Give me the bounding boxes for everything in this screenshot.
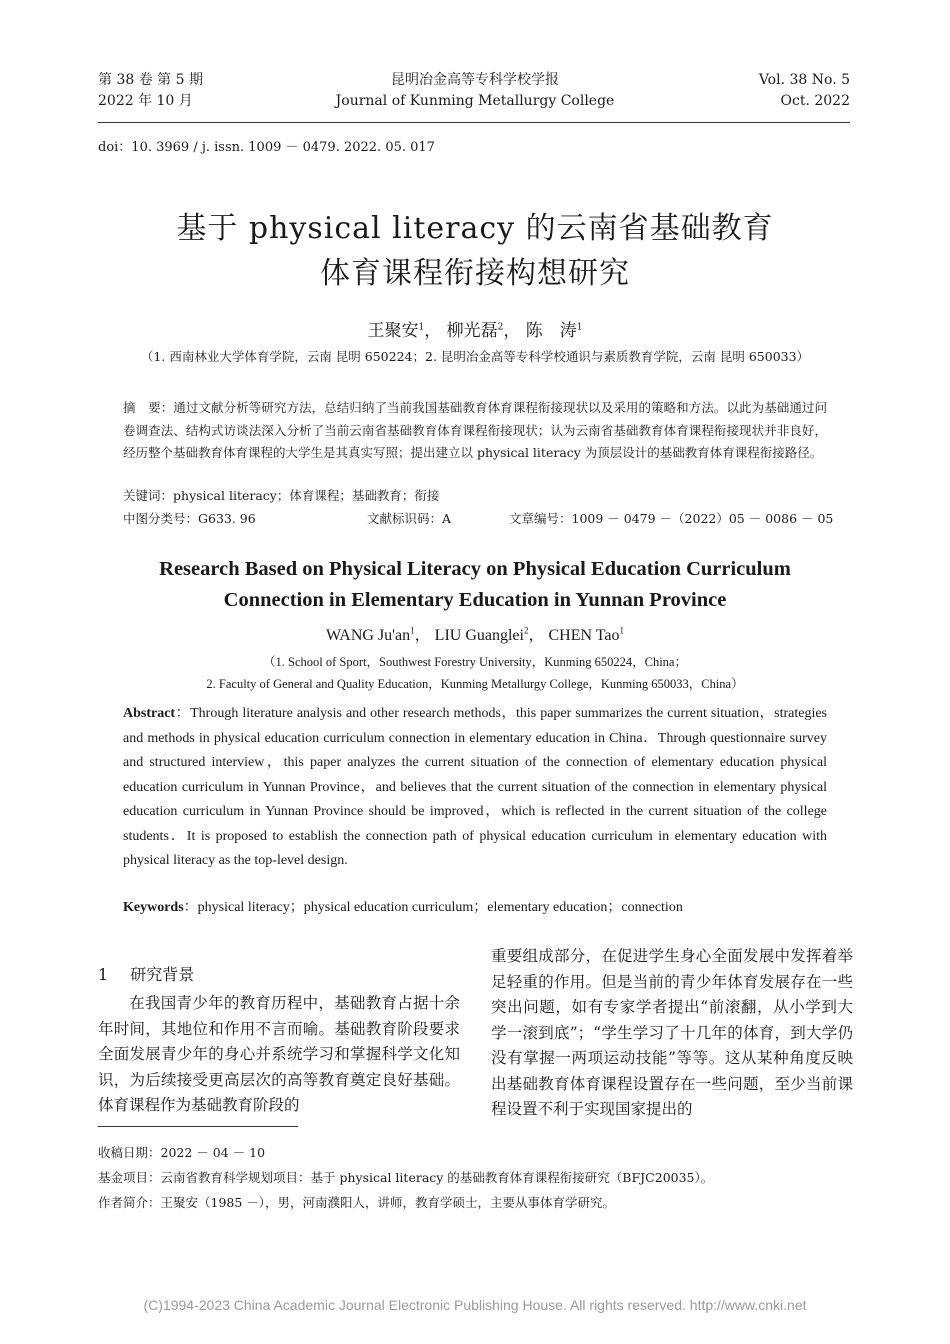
keywords-cn-label: 关键词： [123, 488, 174, 503]
author-separator: ， [503, 321, 521, 341]
affiliation-en-line1: （1. School of Sport，Southwest Forestry University，Kunming 650224，China； [263, 655, 687, 669]
article-number: 文章编号：1009 － 0479 －（2022）05 － 0086 － 05 [509, 511, 834, 526]
author-affil-mark: 1 [410, 625, 415, 636]
author-separator: ， [528, 627, 545, 644]
date-cn: 2022 年 10 月 [98, 93, 193, 109]
author-cn-3 [526, 321, 583, 341]
abstract-cn-text: 通过文献分析等研究方法，总结归纳了当前我国基础教育体育课程衔接现状以及采用的策略和方法。以此为基础通过问卷调查法、结构式访谈法深入分析了当前云南省基础教育体育课程衔接现状；认为云南省基础教育体育课程衔接现状并非良好，经历整个基础教育体育课程的大学生是其真实写照；提出建立以 physical literacy 为顶层设计的基础教育体育课程衔接路径。 [123, 400, 827, 460]
header-right [759, 70, 850, 112]
author-cn-2 [447, 321, 521, 341]
author-affil-mark: 2 [497, 322, 504, 333]
author-affil-mark: 1 [418, 322, 425, 333]
header-rule [98, 122, 850, 123]
footnote-author-bio: 作者简介：王聚安（1985 －），男，河南濮阳人，讲师，教育学硕士，主要从事体育学研究。 [98, 1195, 616, 1210]
abstract-en-label: Abstract [123, 706, 176, 721]
keywords-en [123, 896, 683, 916]
author-name: 王聚安 [367, 321, 419, 341]
author-affil-mark: 2 [523, 625, 529, 636]
keywords-cn [123, 486, 439, 504]
affiliation-en [0, 651, 950, 695]
authors-en [0, 622, 950, 645]
footnote-fund: 基金项目：云南省教育科学规划项目：基于 physical literacy 的基础教育体育课程衔接研究（BFJC20035）。 [98, 1170, 714, 1185]
author-separator: ， [414, 627, 431, 644]
affiliation-cn: （1. 西南林业大学体育学院，云南 昆明 650224；2. 昆明冶金高等专科学校通识与素质教育学院，云南 昆明 650033） [140, 349, 810, 364]
author-name: LIU Guanglei [434, 627, 524, 644]
author-en-3 [549, 627, 625, 644]
body-left-text: 在我国青少年的教育历程中，基础教育占据十余年时间，其地位和作用不言而喻。基础教育阶段要求全面发展青少年的身心并系统学习和掌握科学文化知识，为后续接受更高层次的高等教育奠定良好基础。体育课程作为基础教育阶段的 [98, 994, 460, 1114]
authors-cn [0, 316, 950, 341]
title-cn-line2: 体育课程衔接构想研究 [320, 256, 630, 291]
keywords-en-label: Keywords [123, 900, 184, 915]
author-name: 陈 涛 [525, 321, 577, 341]
copyright-watermark: (C)1994-2023 China Academic Journal Electronic Publishing House. All rights reserved. http://www.cnki.net [143, 1297, 807, 1313]
footnote-received: 收稿日期：2022 － 04 － 10 [98, 1145, 266, 1160]
author-affil-mark: 1 [576, 322, 583, 333]
title-cn-line1: 基于 physical literacy 的云南省基础教育 [176, 211, 774, 246]
section-title: 研究背景 [130, 965, 195, 984]
title-en [0, 554, 950, 616]
volume-issue-cn: 第 38 卷 第 5 期 [98, 72, 203, 88]
abstract-cn-label: 摘 要： [123, 400, 174, 415]
document-code: 文献标识码：A [367, 511, 452, 526]
keywords-cn-text: physical literacy；体育课程；基础教育；衔接 [173, 488, 440, 503]
section-number: 1 [98, 965, 109, 984]
footnote-rule [98, 1126, 298, 1127]
title-en-line2: Connection in Elementary Education in Yunnan Province [223, 589, 727, 611]
body-column-right: 重要组成部分，在促进学生身心全面发展中发挥着举足轻重的作用。但是当前的青少年体育发展存在一些突出问题，如有专家学者提出“前滚翻，从小学到大学一滚到底”；“学生学习了十几年的体育，到大学仍没有掌握一两项运动技能”等等。这从某种角度反映出基础教育体育课程设置存在一些问题，至少当前课程设置不利于实现国家提出的 [491, 947, 853, 1118]
affiliation-en-line2: 2. Faculty of General and Quality Education，Kunming Metallurgy College，Kunming 650033，China） [206, 677, 744, 691]
abstract-en [123, 702, 827, 874]
author-name: CHEN Tao [548, 627, 620, 644]
abstract-cn [123, 397, 827, 465]
author-cn-1 [367, 321, 441, 341]
author-name: 柳光磊 [446, 321, 498, 341]
keywords-en-text: ：physical literacy；physical education curriculum；elementary education；connection [183, 900, 683, 915]
author-en-2 [435, 627, 545, 644]
title-cn [0, 206, 950, 296]
clc-number: 中图分类号：G633. 96 [123, 511, 256, 526]
abstract-en-text: ：Through literature analysis and other research methods，this paper summarizes the current situation，strategies and methods in physical education curriculum connection in elementary education in China．Through questionnaire survey and structured interview，this paper analyzes the current situation of the connection of elementary education physical education curriculum in Yunnan Province，and believes that the current situation of the connection in elementary physical education curriculum in Yunnan Province should be improved，which is reflected in the current situation of the college students．It is proposed to establish the connection path of physical education curriculum in elementary education with physical literacy as the top-level design. [123, 706, 827, 868]
body-column-left [98, 991, 460, 1119]
author-en-1 [326, 627, 431, 644]
journal-name-cn: 昆明冶金高等专科学校学报 [391, 72, 559, 88]
date-en: Oct. 2022 [780, 93, 850, 109]
section-heading [98, 962, 194, 985]
journal-name-en: Journal of Kunming Metallurgy College [335, 93, 615, 109]
title-en-line1: Research Based on Physical Literacy on Physical Education Curriculum [159, 558, 791, 580]
author-name: WANG Ju'an [325, 627, 411, 644]
volume-issue-en: Vol. 38 No. 5 [758, 72, 850, 88]
author-affil-mark: 1 [619, 625, 625, 636]
author-separator: ， [424, 321, 442, 341]
doi: doi：10. 3969 / j. issn. 1009 － 0479. 2022. 05. 017 [98, 140, 435, 155]
